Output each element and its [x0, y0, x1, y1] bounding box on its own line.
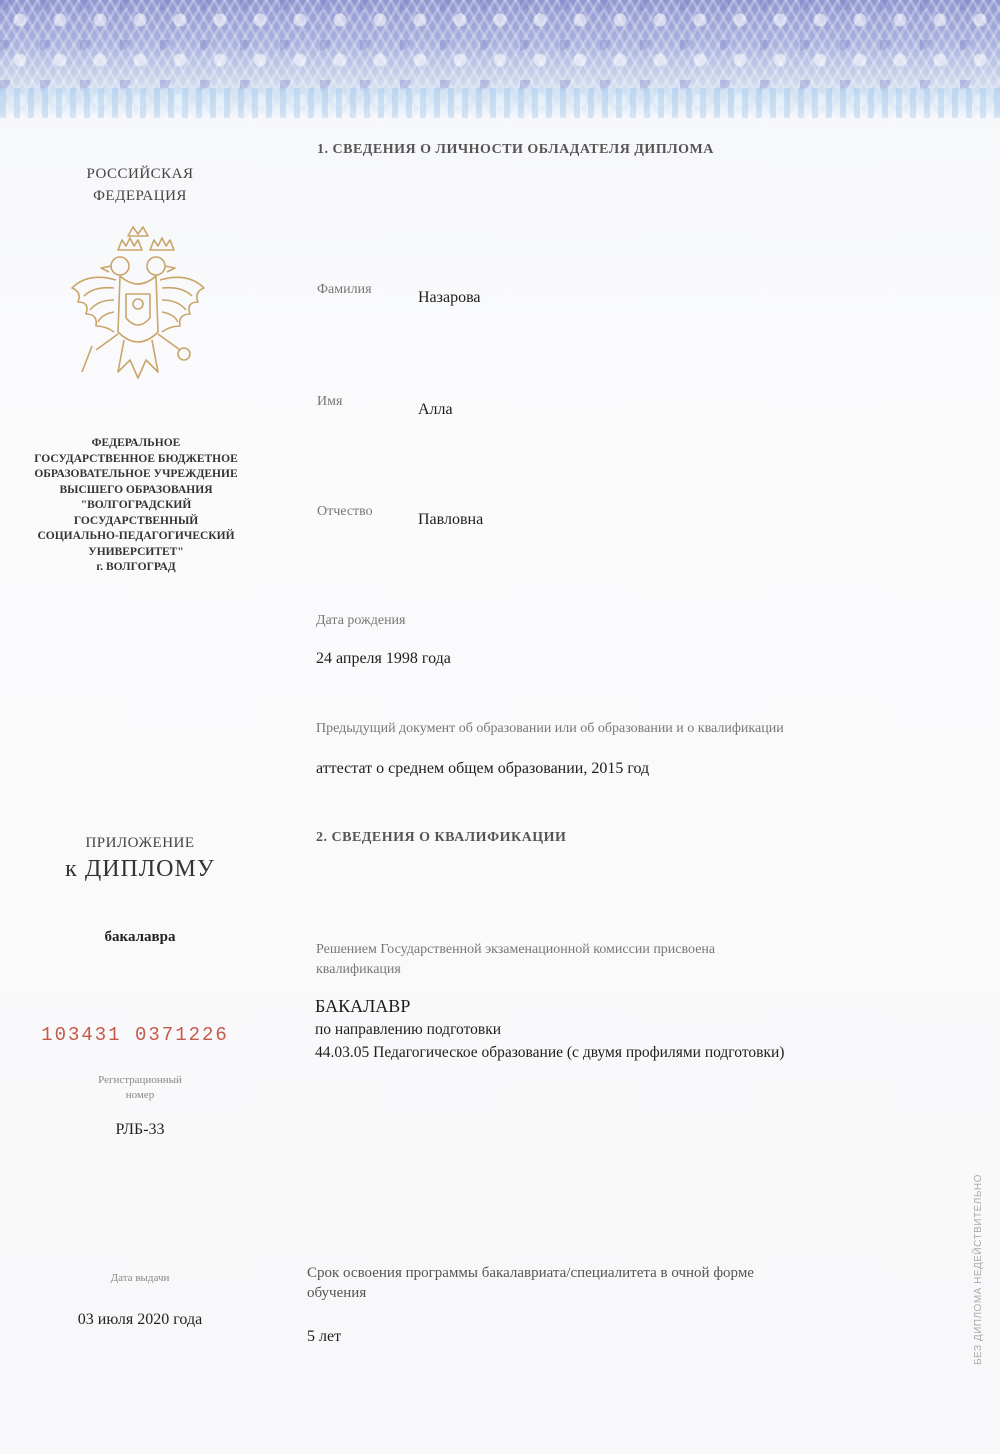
- institution-name: [0, 436, 272, 576]
- reg-number-label: [0, 1073, 280, 1103]
- institution-line: ФЕДЕРАЛЬНОЕ: [91, 437, 181, 449]
- study-term-label: [307, 1263, 754, 1303]
- dob-label: Дата рождения: [316, 613, 406, 628]
- term-label-line-2: обучения: [307, 1285, 367, 1301]
- qualification-decision-label: [316, 940, 715, 980]
- patronymic-value: Павловна: [418, 511, 484, 528]
- prev-doc-label: Предыдущий документ об образовании или об образовании и о квалификации: [316, 721, 784, 736]
- dob-value: 24 апреля 1998 года: [316, 650, 451, 667]
- country-line-1: РОССИЙСКАЯ: [86, 166, 194, 182]
- patronymic-label: Отчество: [317, 504, 373, 519]
- guilloche-strip: [0, 88, 1000, 118]
- serial-number: 103431 0371226: [41, 1024, 229, 1046]
- coat-of-arms-icon: [58, 222, 218, 387]
- degree-level: бакалавра: [104, 929, 176, 945]
- country-line-2: ФЕДЕРАЦИЯ: [93, 188, 187, 204]
- reg-label-line-1: Регистрационный: [98, 1074, 182, 1086]
- name-label: Имя: [317, 394, 343, 409]
- institution-line: ВЫСШЕГО ОБРАЗОВАНИЯ: [59, 483, 213, 496]
- institution-line: ГОСУДАРСТВЕННОЕ БЮДЖЕТНОЕ: [34, 452, 238, 465]
- reg-label-line-2: номер: [125, 1089, 155, 1101]
- issue-date-label: Дата выдачи: [110, 1272, 170, 1284]
- prev-doc-value: аттестат о среднем общем образовании, 2015 год: [316, 760, 650, 777]
- institution-line: ОБРАЗОВАТЕЛЬНОЕ УЧРЕЖДЕНИЕ: [34, 468, 238, 480]
- direction-label: по направлению подготовки: [315, 1021, 502, 1038]
- appendix-title-line1: ПРИЛОЖЕНИЕ: [85, 835, 195, 851]
- institution-line: "ВОЛГОГРАДСКИЙ: [80, 499, 192, 511]
- institution-line: УНИВЕРСИТЕТ": [88, 545, 184, 558]
- direction-value: 44.03.05 Педагогическое образование (с двумя профилями подготовки): [315, 1044, 785, 1061]
- surname-label: Фамилия: [317, 282, 372, 297]
- institution-line: СОЦИАЛЬНО-ПЕДАГОГИЧЕСКИЙ: [37, 530, 235, 542]
- surname-value: Назарова: [418, 289, 481, 306]
- section-2-title: 2. СВЕДЕНИЯ О КВАЛИФИКАЦИИ: [316, 830, 567, 845]
- section-1-title: 1. СВЕДЕНИЯ О ЛИЧНОСТИ ОБЛАДАТЕЛЯ ДИПЛОМА: [317, 142, 714, 157]
- issue-date: 03 июля 2020 года: [77, 1311, 203, 1328]
- decision-line-1: Решением Государственной экзаменационной комиссии присвоена: [316, 942, 716, 957]
- appendix-title-line2: к ДИПЛОМУ: [65, 856, 215, 882]
- reg-number: РЛБ-33: [115, 1121, 165, 1138]
- study-term-value: 5 лет: [307, 1328, 342, 1345]
- institution-line: ГОСУДАРСТВЕННЫЙ: [73, 514, 199, 527]
- institution-line: г. ВОЛГОГРАД: [96, 561, 176, 573]
- term-label-line-1: Срок освоения программы бакалавриата/специалитета в очной форме: [307, 1265, 754, 1281]
- qualification-value: БАКАЛАВР: [315, 996, 411, 1016]
- validity-note: БЕЗ ДИПЛОМА НЕДЕЙСТВИТЕЛЬНО: [973, 1174, 984, 1365]
- country-name: [0, 163, 280, 207]
- name-value: Алла: [418, 401, 453, 418]
- decision-line-2: квалификация: [316, 962, 401, 977]
